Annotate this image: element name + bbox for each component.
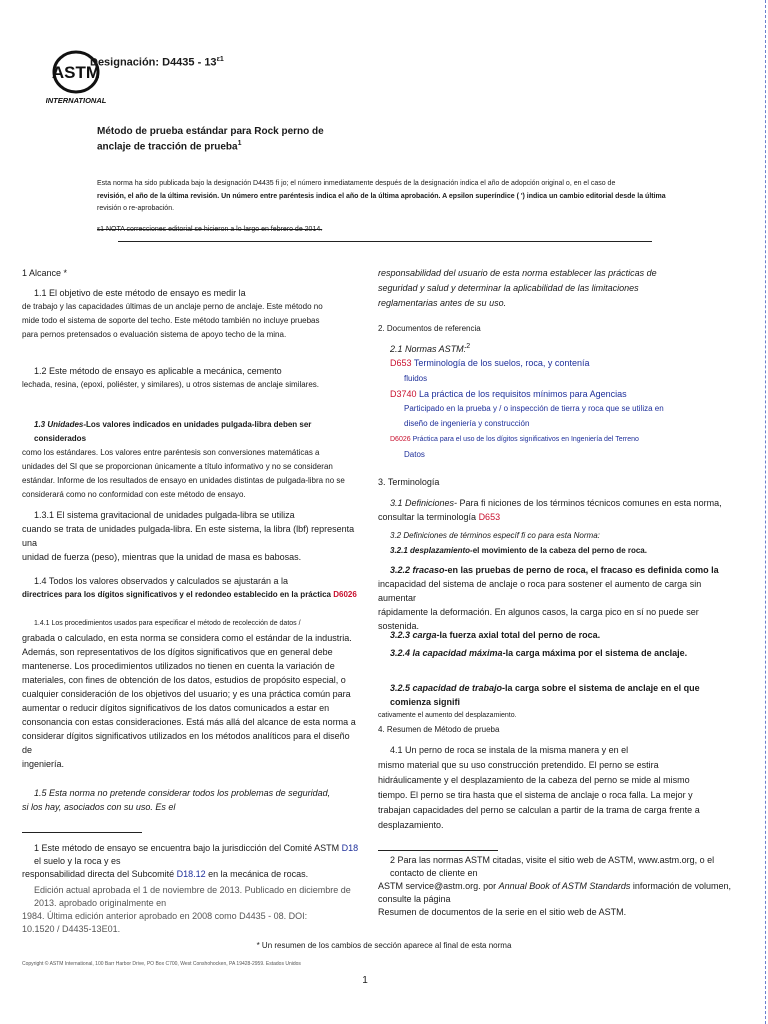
ref-d3740-link[interactable]: D3740	[390, 389, 417, 399]
title-line-1: Método de prueba estándar para Rock perno de	[97, 126, 324, 137]
para-1-3: 1.3 Unidades-Los valores indicados en unidades pulgada-libra deben ser considerados como los estándares. Los valores entre paréntesis son conversiones matemáticas a unidades del SI que se proporcionan únicamente a título informativo y no se consideran estándar. Informe de los resultados de ensayo en unidades distintas de pulgada-libra no se considerará como no conformidad con este método de ensayo.	[22, 420, 345, 499]
section-4-heading: 4. Resumen de Método de prueba	[378, 725, 500, 734]
para-3-1: 3.1 Definiciones- Para fi niciones de los términos técnicos comunes en esta norma, consultar la terminología D653	[378, 498, 722, 522]
para-3-2-3: 3.2.3 carga-la fuerza axial total del perno de roca.	[390, 630, 601, 640]
designation: Designación: $D4435 - 13^{\varepsilon 1}$	[90, 56, 224, 69]
title-line-2: anclaje de tracción de prueba$^1$	[97, 140, 242, 153]
intro-line-1: Esta norma ha sido publicada bajo la designación D4435 fi jo; el número inmediatamente después de la designación indica el año de adopción original o, en el caso de	[97, 180, 616, 187]
footnote-2: 2 Para las normas ASTM citadas, visite el sitio web de ASTM, www.astm.org, o el contacto de cliente en ASTM service@astm.org. por Annual Book of ASTM Standards información de volumen, consulte la página Resumen de documentos de la serie en el sitio web de ASTM.	[378, 855, 731, 917]
para-1-1: 1.1 El objetivo de este método de ensayo es medir la de trabajo y las capacidades últimas de un anclaje perno de anclaje. Este método no mide todo el sistema de soporte del techo. Este método también no incluye pruebas para pernos pretensados o evaluación sistema de apoyo techo de la mina.	[22, 288, 323, 339]
para-3-2: 3.2 Definiciones de términos específ fi co para esta Norma:	[390, 531, 600, 540]
ref-d6026-cont: Datos	[404, 450, 425, 459]
section-1-heading: 1 Alcance *	[22, 268, 68, 278]
para-1-2: 1.2 Este método de ensayo es aplicable a mecánica, cemento lechada, resina, (epoxi, poliéster, y similares), u otros sistemas de anclaje similares.	[22, 366, 320, 389]
para-1-5-cont: responsabilidad del usuario de esta norma establecer las prácticas de seguridad y salud y determinar la aplicabilidad de las limitaciones reglamentarias antes de su uso.	[378, 268, 657, 308]
ref-d3740-cont-1: Participado en la prueba y / o inspección de tierra y roca que se utiliza en	[404, 404, 664, 413]
page-edge-guide	[765, 0, 766, 1024]
ref-d3740-cont-2: diseño de ingeniería y construcción	[404, 419, 530, 428]
section-3-heading: 3. Terminología	[378, 477, 440, 487]
page-number: 1	[362, 975, 368, 986]
ref-d653-cont: fluidos	[404, 374, 428, 383]
para-3-2-2: 3.2.2 fracaso-en las pruebas de perno de roca, el fracaso es definida como la incapacidad del sistema de anclaje o roca para sostener el aumento de carga sin aumentar rápidamente la deformación. En algunos casos, la carga pico en sí no puede ser sostenida.	[378, 565, 719, 631]
ref-d653-entry: D653 Terminología de los suelos, roca, y contenía	[390, 358, 590, 368]
intro-line-2: revisión, el año de la última revisión. Un número entre paréntesis indica el año de la última aprobación. A epsilon superíndice ( ') indica un cambio editorial desde la última	[97, 193, 666, 200]
para-3-2-5: 3.2.5 capacidad de trabajo-la carga sobre el sistema de anclaje en el que comienza signifi cativamente el aumento del desplazamiento.	[378, 683, 700, 719]
ref-d3740-entry: D3740 La práctica de los requisitos mínimos para Agencias	[390, 389, 627, 399]
editorial-note: ε1 NOTA correcciones editorial se hicieron a lo largo en febrero de 2014.	[97, 226, 323, 233]
ref-d6026-entry: D6026 Práctica para el uso de los dígitos significativos en Ingeniería del Terreno	[390, 436, 639, 443]
ref-d18-link[interactable]: D18	[341, 843, 359, 853]
para-1-4-1: 1.4.1 Los procedimientos usados para especificar el método de recolección de datos / grabada o calculado, en esta norma se considera como el estándar de la industria. Además, son representativos de los dígitos significativos que en general debe mantenerse. Los procedimientos utilizados no tienen en cuenta la variación de materiales, con fines de obtención de los datos, estudios de propósito especial, o cualquier consideración de los objetivos del usuario; y es una práctica común para aumentar o reducir dígitos significativos de los datos comunicados a estar en consonancia con estas consideraciones. Está más allá del alcance de esta norma a considerar dígitos significativos utilizados en los métodos analíticos para el diseño de ingeniería.	[22, 620, 356, 769]
ref-d18-12-link[interactable]: D18.12	[176, 869, 206, 879]
para-1-3-1: 1.3.1 El sistema gravitacional de unidades pulgada-libra se utiliza cuando se trata de unidades pulgada-libra. En este sistema, la libra (lbf) representa una unidad de fuerza (peso), mientras que la unidad de masa es babosas.	[22, 510, 355, 562]
ref-d653-link[interactable]: D653	[390, 358, 412, 368]
ref-d653-term-link[interactable]: D653	[478, 512, 501, 522]
para-3-2-1: 3.2.1 desplazamiento-el movimiento de la cabeza del perno de roca.	[390, 546, 647, 555]
section-2-heading: 2. Documentos de referencia	[378, 324, 481, 333]
logo-subtext: INTERNATIONAL	[46, 96, 107, 105]
copyright: Copyright © ASTM International, 100 Barr Harbor Drive, PO Box C700, West Conshohocken, PA 19428-2959. Estados Unidos	[22, 961, 301, 967]
change-summary-note: * Un resumen de los cambios de sección aparece al final de esta norma	[256, 941, 512, 950]
intro-line-3: revisión o re-aprobación.	[97, 205, 175, 212]
para-1-4: 1.4 Todos los valores observados y calculados se ajustarán a la directrices para los dígitos significativos y el redondeo establecido en la práctica D6026	[22, 576, 357, 599]
para-1-5: 1.5 Esta norma no pretende considerar todos los problemas de seguridad, si los hay, asociados con su uso. Es el	[22, 788, 331, 812]
logo-text: ASTM	[51, 63, 101, 82]
footnote-rule-right	[378, 850, 498, 851]
ref-d6026-link[interactable]: D6026	[333, 590, 357, 599]
section-2-1: 2.1 Normas ASTM:$^2$	[390, 343, 471, 354]
ref-d6026-ref-link[interactable]: D6026	[390, 436, 411, 443]
footnote-1: 1 Este método de ensayo se encuentra bajo la jurisdicción del Comité ASTM D18 el suelo y la roca y es responsabilidad directa del Subcomité D18.12 en la mecánica de rocas. Edición actual aprobada el 1 de noviembre de 2013. Publicado en diciembre de 2013. aprobado originalmente en 1984. Última edición anterior aprobado en 2008 como D4435 - 08. DOI: 10.1520 / D4435-13E01.	[22, 843, 359, 934]
para-4-1: 4.1 Un perno de roca se instala de la misma manera y en el mismo material que su uso construcción pretendido. El perno se estira hidráulicamente y el desplazamiento de la cabeza del perno se mide al mismo tiempo. El perno se tira hasta que el sistema de anclaje o roca falla. La mejor y trabajan capacidades del perno se calculan a partir de la trama de carga frente a desplazamiento.	[378, 745, 700, 830]
para-3-2-4: 3.2.4 la capacidad máxima-la carga máxima por el sistema de anclaje.	[390, 648, 688, 658]
intro-rule	[118, 241, 652, 242]
footnote-rule-left	[22, 832, 142, 833]
